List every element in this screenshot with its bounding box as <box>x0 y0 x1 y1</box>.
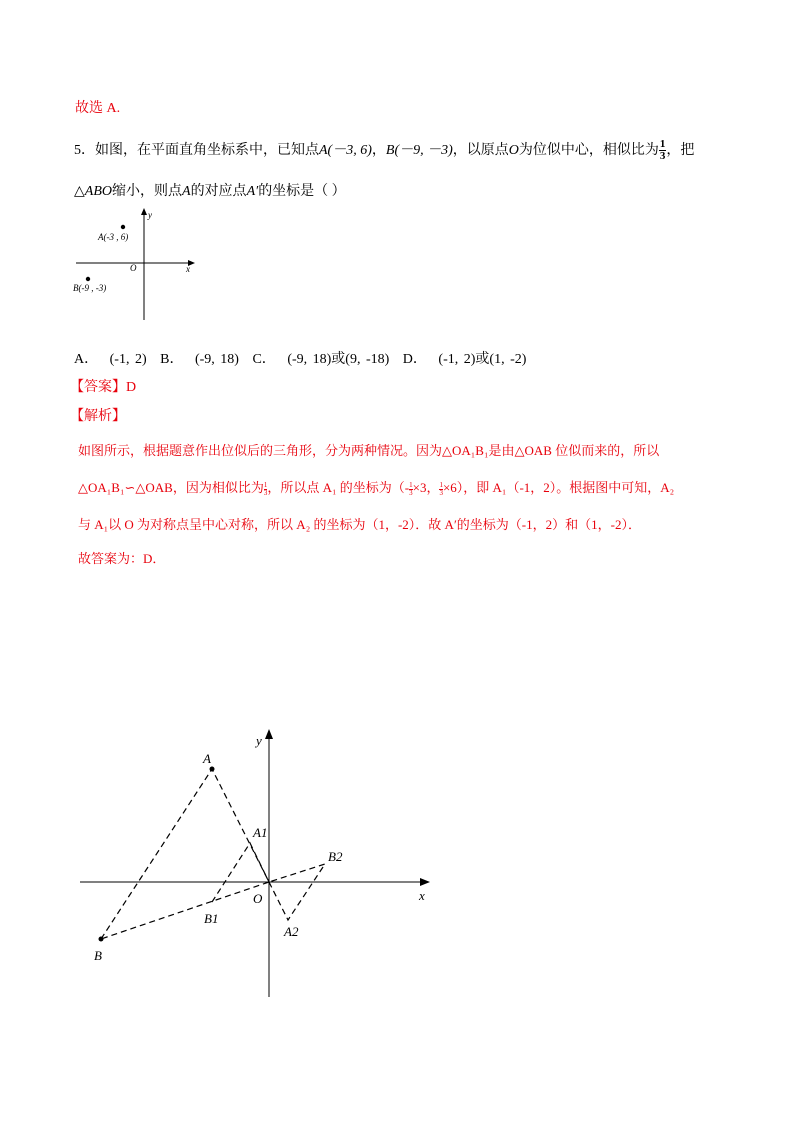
small-point-a-label: A(-3 , 6) <box>98 232 129 242</box>
stem-text-7: 的坐标是（ ） <box>258 184 346 199</box>
fraction-3-den: 3 <box>439 488 443 497</box>
option-a-key: A． <box>74 352 99 367</box>
analysis-line2-c: ×3， <box>412 480 440 495</box>
previous-answer: 故选 A. <box>75 101 121 116</box>
option-b-value: (-9, 18) <box>194 352 239 367</box>
triangle-name: ABO <box>84 184 112 199</box>
triangle-oab <box>101 769 269 939</box>
big-point-b2-label: B2 <box>328 849 343 864</box>
big-x-arrow <box>420 878 430 886</box>
big-x-label: x <box>419 888 425 903</box>
big-point-a1-label: A1 <box>253 825 268 840</box>
analysis-line2 <box>78 477 674 497</box>
small-y-arrow <box>141 208 147 215</box>
big-y-label: y <box>256 733 262 748</box>
ratio-numerator: 1 <box>659 138 666 151</box>
options-row <box>74 348 526 368</box>
question-stem-line1 <box>74 139 694 162</box>
option-d-value: (-1, 2)或(1, -2) <box>438 352 527 367</box>
point-a-coord: A(－3, 6) <box>319 143 372 158</box>
point-a-name: A <box>182 184 191 199</box>
question-stem-line2 <box>74 180 346 200</box>
origin-label: O <box>508 143 519 158</box>
analysis-line2-b: ，所以点 A₁ 的坐标为（- <box>267 480 410 495</box>
stem-sep: ， <box>371 143 386 158</box>
fraction-1-num: 1 <box>263 480 268 489</box>
big-point-a-label: A <box>203 751 211 766</box>
triangle-symbol: △ <box>74 184 85 199</box>
analysis-line2-d: ×6），即 A₁（-1，2）。根据图中可知，A₂ <box>442 480 675 495</box>
answer-value: D <box>126 380 137 395</box>
option-c-value: (-9, 18)或(9, -18) <box>287 352 390 367</box>
option-a-value: (-1, 2) <box>109 352 147 367</box>
ratio-denominator: 3 <box>659 150 666 163</box>
stem-text-3: 为位似中心，相似比为 <box>518 143 659 158</box>
solution-graph <box>70 725 440 1005</box>
big-origin-label: O <box>253 891 263 906</box>
small-point-b <box>86 277 90 281</box>
stem-text-6: 的对应点 <box>190 184 247 199</box>
answer-line <box>70 376 136 396</box>
fraction-3-num: 1 <box>439 480 443 489</box>
stem-text-2: ，以原点 <box>452 143 509 158</box>
analysis-line3: 与 A₁以 O 为对称点呈中心对称，所以 A₂ 的坐标为（1，-2）．故 A′的坐标为（-1，2）和（1，-2）． <box>78 517 641 532</box>
fraction-2-den: 3 <box>409 488 413 497</box>
big-point-b-label: B <box>94 948 102 963</box>
small-point-b-label: B(-9 , -3) <box>73 283 107 293</box>
triangle-oa2b2 <box>269 864 325 920</box>
big-point-a <box>210 767 215 772</box>
small-point-a <box>121 225 125 229</box>
point-b-coord: B(－9, －3) <box>385 143 453 158</box>
stem-text-1: 如图，在平面直角坐标系中，已知点 <box>95 143 319 158</box>
fraction-2-num: 1 <box>409 480 413 489</box>
question-number: 5． <box>74 143 95 158</box>
option-c-key: C． <box>252 352 276 367</box>
analysis-label: 【解析】 <box>70 409 126 424</box>
big-point-b <box>99 937 104 942</box>
big-point-a2-label: A2 <box>284 924 299 939</box>
stem-text-4: ，把 <box>666 143 695 158</box>
option-b-key: B． <box>160 352 184 367</box>
analysis-line1: 如图所示，根据题意作出位似后的三角形，分为两种情况。因为△OA₁B₁是由△OAB 位似而来的，所以 <box>78 443 660 458</box>
fraction-1-den: 3 <box>263 488 268 497</box>
point-a-prime: A′ <box>246 184 259 199</box>
big-point-b1-label: B1 <box>204 911 219 926</box>
small-x-label: x <box>186 264 190 274</box>
analysis-line2-a: △OA₁B₁∽△OAB，因为相似比为 <box>78 480 264 495</box>
small-y-label: y <box>148 210 152 220</box>
big-y-arrow <box>265 729 273 739</box>
stem-text-5: 缩小，则点 <box>112 184 182 199</box>
small-origin-label: O <box>130 263 137 273</box>
question-graph <box>68 205 203 325</box>
analysis-line4: 故答案为：D． <box>78 551 166 566</box>
option-d-key: D． <box>402 352 427 367</box>
answer-label: 【答案】 <box>70 380 126 395</box>
